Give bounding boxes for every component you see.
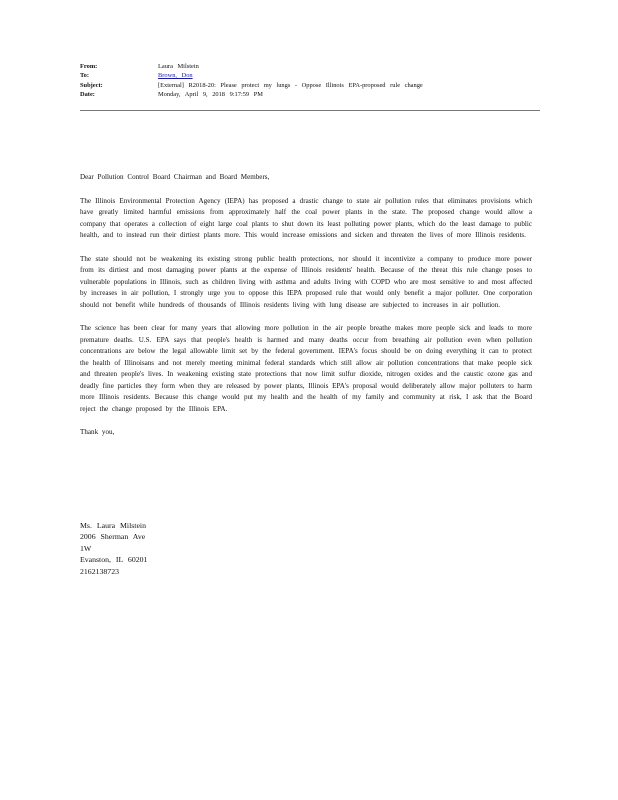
signature-phone: 2162138723 bbox=[80, 566, 119, 576]
to-value-link[interactable]: Brown, Don bbox=[158, 72, 193, 80]
signature-name: Ms. Laura Milstein bbox=[80, 521, 146, 530]
from-row bbox=[80, 62, 540, 71]
letter-paragraph-1: The Illinois Environmental Protection Agency (IEPA) has proposed a drastic change to state air pollution rules that eliminates provisions which have greatly limited harmful emissions from approximately half the coal power plants in the state. The proposed change would allow a company that operates a collection of eight large coal plants to shut down its least polluting power plants, which do the least damage to public health, and to instead run their dirtiest plants more. This would increase emissions and sicken and threaten the lives of more Illinois residents. bbox=[80, 196, 532, 239]
letter-closing: Thank you, bbox=[80, 428, 115, 436]
letter-greeting: Dear Pollution Control Board Chairman and Board Members, bbox=[80, 173, 270, 181]
date-value: Monday, April 9, 2018 9:17:59 PM bbox=[158, 90, 263, 98]
letter-body bbox=[80, 172, 532, 451]
signature-city: Evanston, IL 60201 bbox=[80, 555, 148, 565]
from-label: From: bbox=[80, 63, 98, 70]
date-row bbox=[80, 90, 540, 99]
letter-paragraph-3: The science has been clear for many years that allowing more pollution in the air people breathe makes more people sick and leads to more premature deaths. U.S. EPA says that people's health is harmed and many deaths occur from breathing air pollution even when pollution concentrations are below the legal allowable limit set by the federal government. IEPA's focus should be on doing everything it can to protect the health of Illinoisans and not merely meeting minimal federal standards which still allow air pollution concentrations that make people sick and threaten people's lives. In weakening existing state protections that now limit sulfur dioxide, nitrogen oxides and the caustic ozone gas and deadly fine particles they form when they are released by power plants, Illinois EPA's proposal would deliberately allow major polluters to harm more Illinois residents. Because this change would put my health and the health of my family and community at risk, I ask that the Board reject the change proposed by the Illinois EPA. bbox=[80, 324, 532, 413]
subject-label: Subject: bbox=[80, 81, 103, 89]
subject-row bbox=[80, 81, 540, 90]
email-header bbox=[80, 62, 540, 99]
letter-paragraph-2: The state should not be weakening its existing strong public health protections, nor should it incentivize a company to produce more power from its dirtiest and most damaging power plants at the expense of Illinois residents' health. Because of the threat this rule change poses to vulnerable populations in Illinois, such as children living with asthma and adults living with COPD who are most sensitive to and most affected by increases in air pollution, I strongly urge you to oppose this IEPA proposed rule that would only benefit a major polluter. One corporation should not benefit while hundreds of thousands of Illinois residents living with lung disease are subjected to increases in air pollution. bbox=[80, 254, 532, 309]
to-label: To: bbox=[80, 72, 89, 80]
to-row bbox=[80, 71, 540, 80]
subject-value: [External] R2018-20: Please protect my lungs - Oppose Illinois EPA-proposed rule change bbox=[158, 81, 423, 89]
signature-street: 2006 Sherman Ave bbox=[80, 532, 146, 542]
from-value: Laura Milstein bbox=[158, 63, 199, 70]
date-label: Date: bbox=[80, 90, 95, 98]
signature-unit: 1W bbox=[80, 543, 92, 553]
header-divider bbox=[80, 110, 540, 111]
signature-block bbox=[80, 520, 147, 577]
